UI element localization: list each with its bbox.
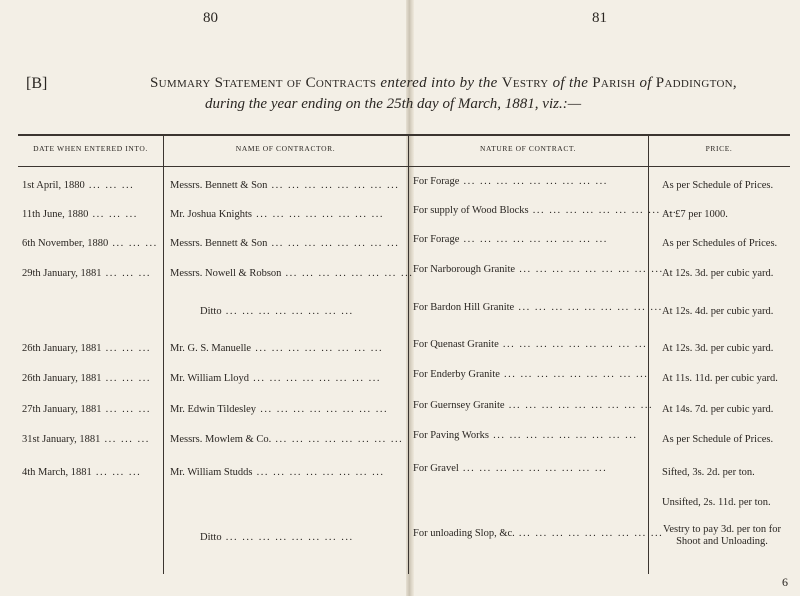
row-contractor-text: Mr. Joshua Knights	[170, 209, 252, 220]
row-contractor-text: Mr. William Studds	[170, 467, 253, 478]
row-contractor	[200, 532, 405, 543]
row-nature-text: For Bardon Hill Granite	[413, 302, 515, 313]
row-contractor	[200, 306, 405, 317]
row-nature	[413, 400, 654, 411]
row-price-text: At 14s. 7d. per cubic yard.	[662, 404, 774, 415]
row-date	[22, 238, 160, 249]
row-date-text: 31st January, 1881	[22, 434, 101, 445]
row-contractor	[170, 238, 405, 249]
leader-dots: ... ... ... ... ... ... ... ...	[249, 373, 382, 384]
row-price-text: Vestry to pay 3d. per ton for Shoot and Unloading.	[662, 524, 782, 547]
leader-dots: ... ... ... ... ... ... ... ...	[221, 306, 354, 317]
row-nature-text: For Narborough Granite	[413, 264, 516, 275]
leader-dots: ... ... ...	[84, 180, 135, 191]
leader-dots: ... ... ... ... ... ... ... ... ...	[458, 463, 608, 474]
row-contractor-text: Messrs. Mowlem & Co.	[170, 434, 272, 445]
column-header-price: PRICE.	[705, 144, 733, 153]
row-price-text: Unsifted, 2s. 11d. per ton.	[662, 497, 771, 508]
row-nature-text: For Forage	[413, 176, 460, 187]
row-date	[22, 467, 160, 478]
row-date-text: 1st April, 1880	[22, 180, 85, 191]
table-header-rule	[18, 166, 790, 167]
row-nature	[413, 264, 664, 275]
row-contractor-text: Mr. G. S. Manuelle	[170, 343, 252, 354]
row-date	[22, 180, 160, 191]
column-header-date: DATE WHEN ENTERED INTO.	[33, 144, 148, 153]
document-subtitle: during the year ending on the 25th day of March, 1881, viz.:—	[205, 96, 582, 112]
leader-dots: ... ... ... ... ... ... ... ...	[221, 532, 354, 543]
row-price-text: At £7 per 1000.	[662, 209, 728, 220]
row-nature-text: For unloading Slop, &c.	[413, 528, 515, 539]
row-date	[22, 209, 160, 220]
title-part: of	[639, 75, 652, 91]
row-price	[662, 434, 790, 445]
row-nature-text: For Quenast Granite	[413, 339, 499, 350]
row-price	[662, 268, 790, 279]
column-divider	[163, 134, 164, 574]
row-nature-text: For Paving Works	[413, 430, 489, 441]
title-part: Vestry	[501, 75, 549, 91]
leader-dots: ... ... ...	[101, 404, 152, 415]
row-price	[652, 524, 792, 548]
row-nature	[413, 369, 649, 380]
row-date-text: 26th January, 1881	[22, 373, 102, 384]
leader-dots: ... ... ... ... ... ... ... ... ...	[528, 205, 678, 216]
row-contractor	[170, 434, 405, 445]
row-contractor	[170, 180, 405, 191]
leader-dots: ... ... ... ... ... ... ... ... ...	[514, 528, 664, 539]
row-price	[662, 343, 790, 354]
row-date-text: 27th January, 1881	[22, 404, 102, 415]
row-price	[662, 404, 790, 415]
row-nature	[413, 302, 663, 313]
row-contractor	[170, 268, 414, 279]
row-date	[22, 373, 160, 384]
row-date	[22, 434, 160, 445]
row-nature	[413, 430, 645, 441]
row-contractor-text: Mr. William Lloyd	[170, 373, 250, 384]
leader-dots: ... ... ... ... ... ... ... ... ...	[498, 339, 648, 350]
title-part: entered into by the	[380, 75, 498, 91]
row-contractor-text: Messrs. Bennett & Son	[170, 238, 268, 249]
leader-dots: ... ... ... ... ... ... ... ... ...	[488, 430, 638, 441]
leader-dots: ... ... ...	[108, 238, 158, 249]
row-contractor-text: Messrs. Nowell & Robson	[170, 268, 282, 279]
row-price-text: At 12s. 4d. per cubic yard.	[662, 306, 774, 317]
row-nature	[413, 176, 645, 187]
row-nature-text: For supply of Wood Blocks	[413, 205, 529, 216]
row-date	[22, 268, 160, 279]
column-header-nature: NATURE OF CONTRACT.	[479, 144, 577, 153]
row-price	[662, 373, 790, 384]
row-price-text: As per Schedule of Prices.	[662, 434, 774, 445]
row-price	[662, 497, 790, 508]
title-part: of the	[552, 75, 589, 91]
row-price-text: As per Schedules of Prices.	[662, 238, 778, 249]
row-nature	[413, 234, 645, 245]
leader-dots: ... ... ... ... ... ... ... ...	[251, 343, 384, 354]
leader-dots: ... ... ... ... ... ... ... ... ...	[504, 400, 654, 411]
leader-dots: ... ... ... ... ... ... ... ...	[281, 268, 414, 279]
leader-dots: ... ... ...	[101, 268, 152, 279]
row-price	[662, 180, 790, 191]
leader-dots: ... ... ...	[101, 373, 152, 384]
row-price	[662, 467, 790, 478]
title-part: Paddington,	[655, 75, 737, 91]
row-nature-text: For Guernsey Granite	[413, 400, 505, 411]
row-price	[662, 209, 790, 220]
row-date	[22, 343, 160, 354]
title-part: Parish	[592, 75, 636, 91]
row-date-text: 4th March, 1881	[22, 467, 92, 478]
row-contractor-text: Messrs. Bennett & Son	[170, 180, 268, 191]
row-nature-text: For Forage	[413, 234, 460, 245]
row-contractor	[170, 373, 405, 384]
leader-dots: ... ... ... ... ... ... ... ...	[252, 467, 385, 478]
row-price	[662, 238, 790, 249]
row-nature	[413, 205, 678, 216]
row-contractor-text: Ditto	[200, 306, 222, 317]
leader-dots: ... ... ... ... ... ... ... ...	[271, 434, 404, 445]
row-price-text: At 12s. 3d. per cubic yard.	[662, 343, 774, 354]
row-price-text: Sifted, 3s. 2d. per ton.	[662, 467, 755, 478]
row-price-text: As per Schedule of Prices.	[662, 180, 774, 191]
row-nature-text: For Enderby Granite	[413, 369, 500, 380]
row-contractor	[170, 404, 405, 415]
leader-dots: ... ... ... ... ... ... ... ... ...	[499, 369, 649, 380]
row-contractor	[170, 209, 405, 220]
leader-dots: ... ... ... ... ... ... ... ...	[267, 180, 400, 191]
row-contractor	[170, 343, 405, 354]
row-price-text: At 11s. 11d. per cubic yard.	[662, 373, 778, 384]
leader-dots: ... ... ... ... ... ... ... ...	[267, 238, 400, 249]
row-contractor-text: Ditto	[200, 532, 222, 543]
leader-dots: ... ... ... ... ... ... ... ... ...	[459, 234, 608, 245]
column-header-contractor: NAME OF CONTRACTOR.	[235, 144, 336, 153]
leader-dots: ... ... ... ... ... ... ... ... ...	[514, 302, 663, 313]
document-title	[150, 75, 737, 92]
page-number-right: 81	[592, 10, 607, 26]
leader-dots: ... ... ...	[101, 343, 152, 354]
column-divider	[648, 134, 649, 574]
row-contractor-text: Mr. Edwin Tildesley	[170, 404, 257, 415]
leader-dots: ... ... ...	[88, 209, 138, 220]
row-date-text: 29th January, 1881	[22, 268, 102, 279]
leader-dots: ... ... ... ... ... ... ... ... ...	[515, 264, 664, 275]
row-nature	[413, 463, 645, 474]
title-part: Summary Statement of Contracts	[150, 75, 377, 91]
leader-dots: ... ... ... ... ... ... ... ...	[256, 404, 389, 415]
page-number-footer: 6	[782, 575, 788, 589]
row-nature	[413, 528, 664, 539]
row-nature	[413, 339, 648, 350]
leader-dots: ... ... ... ... ... ... ... ... ...	[459, 176, 608, 187]
page-number-left: 80	[203, 10, 218, 26]
column-divider	[408, 134, 409, 574]
leader-dots: ... ... ...	[100, 434, 150, 445]
row-nature-text: For Gravel	[413, 463, 459, 474]
row-date	[22, 404, 160, 415]
row-price	[662, 306, 790, 317]
leader-dots: ... ... ...	[91, 467, 142, 478]
row-date-text: 11th June, 1880	[22, 209, 89, 220]
table-top-rule	[18, 134, 790, 136]
row-date-text: 6th November, 1880	[22, 238, 109, 249]
section-mark: [B]	[26, 75, 48, 92]
leader-dots: ... ... ... ... ... ... ... ...	[251, 209, 384, 220]
row-price-text: At 12s. 3d. per cubic yard.	[662, 268, 774, 279]
row-contractor	[170, 467, 405, 478]
row-date-text: 26th January, 1881	[22, 343, 102, 354]
